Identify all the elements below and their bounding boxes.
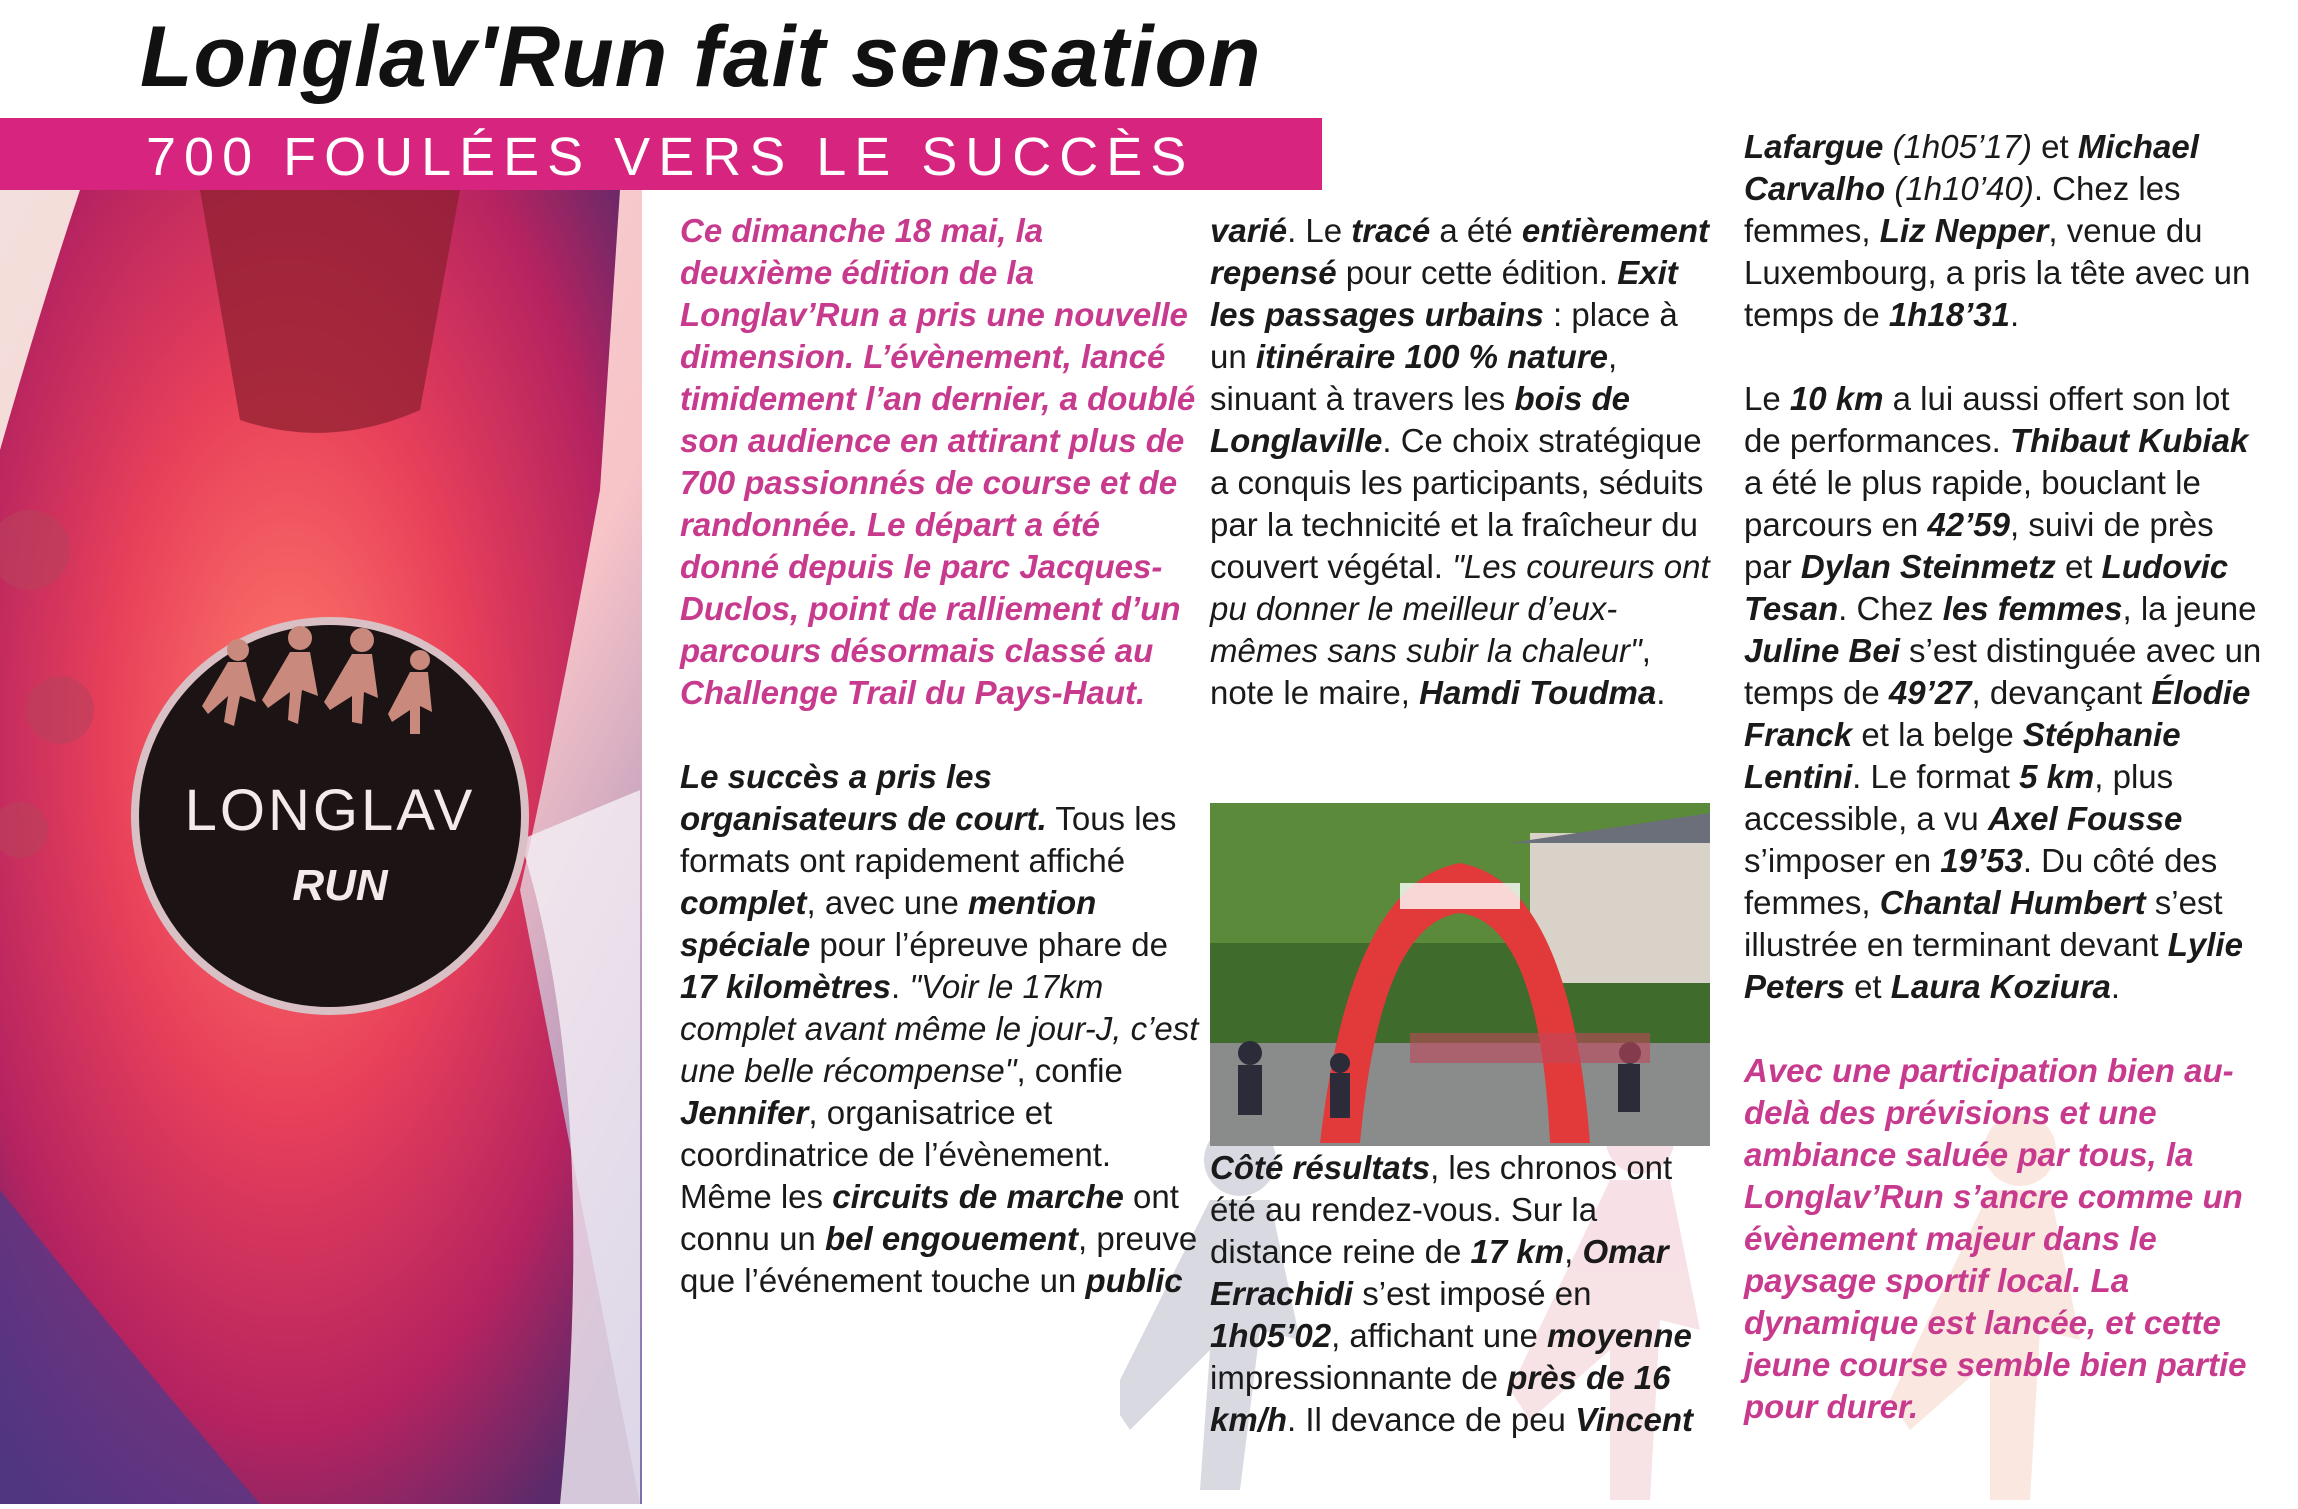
headline: Longlav'Run fait sensation	[140, 9, 1262, 105]
text-run: a lui aussi offert son lot de performances.	[1744, 380, 2230, 459]
text-run: Côté résultats	[1210, 1149, 1431, 1186]
paragraph-17km-results	[1744, 126, 2264, 336]
text-run: 5 km	[2019, 758, 2095, 795]
text-run: près de 16 km/h	[1210, 1359, 1671, 1438]
text-run: , venue du Luxembourg, a pris la tête avec un temps de	[1744, 212, 2251, 333]
text-run: s’est illustrée en terminant devant	[1744, 884, 2223, 963]
text-run: bel engouement	[824, 1220, 1078, 1257]
text-run: mention spéciale	[680, 884, 1097, 963]
text-run: , affichant une	[1331, 1317, 1547, 1354]
text-run: 17 kilomètres	[680, 968, 891, 1005]
text-run: . Chez les femmes,	[1744, 170, 2181, 249]
text-run: , la jeune	[2122, 590, 2257, 627]
text-run: Tous les formats ont rapidement affiché	[680, 800, 1177, 879]
text-run: , organisatrice et coordinatrice de l’évènement. Même les	[680, 1094, 1112, 1215]
text-run: Juline Bei	[1744, 632, 1900, 669]
text-run: : place à un	[1210, 296, 1678, 375]
text-run: .	[1656, 674, 1666, 711]
text-run: ont connu un	[680, 1178, 1179, 1257]
text-run: , note le maire,	[1210, 632, 1651, 711]
text-run: Élodie Franck	[1744, 674, 2251, 753]
subtitle-banner	[0, 118, 1322, 190]
intro-paragraph: Ce dimanche 18 mai, la deuxième édition de la Longlav’Run a pris une nouvelle dimension. L’évènement, lancé timidement l’an dernier, a doublé son audience en attirant plus de 700 passionnés de course et de randonnée. Le départ a été donné depuis le parc Jacques-Duclos, point de ralliement d’un parcours désormais classé au Challenge Trail du Pays-Haut.	[680, 212, 1196, 711]
text-run: pour cette édition.	[1336, 254, 1618, 291]
text-run: .	[2110, 968, 2120, 1005]
text-run: . Le	[1287, 212, 1352, 249]
text-run: , plus accessible, a vu	[1744, 758, 2174, 837]
text-run: Laura Koziura	[1890, 968, 2111, 1005]
text-run: Hamdi Toudma	[1419, 674, 1657, 711]
text-run: tracé	[1351, 212, 1431, 249]
text-run: , sinuant à travers les	[1210, 338, 1618, 417]
text-run: Lylie Peters	[1744, 926, 2243, 1005]
paragraph-organisers	[680, 756, 1200, 1302]
text-run: varié	[1210, 212, 1288, 249]
paragraph-10km-5km	[1744, 378, 2264, 1008]
text-run: bois de Longlaville	[1210, 380, 1631, 459]
logo-text: LONGLAV	[184, 778, 476, 843]
hero-image	[0, 190, 642, 1504]
text-run: Michael Carvalho	[1744, 128, 2199, 207]
text-run: s’est imposé en	[1353, 1275, 1592, 1312]
text-run: Axel Fousse	[1987, 800, 2183, 837]
text-run: (1h10’40)	[1885, 170, 2034, 207]
text-run: , les chronos ont été au rendez-vous. Sur la distance reine de	[1210, 1149, 1673, 1270]
text-run: , preuve que l’événement touche un	[680, 1220, 1198, 1299]
text-run: . Du côté des femmes,	[1744, 842, 2218, 921]
article-column-2-results	[1210, 1147, 1710, 1441]
text-run: public	[1085, 1262, 1183, 1299]
text-run: 1h18’31	[1888, 296, 2011, 333]
text-run: Exit les passages urbains	[1210, 254, 1678, 333]
text-run: et	[1844, 968, 1891, 1005]
text-run: 19’53	[1940, 842, 2023, 879]
text-run: , suivi de près par	[1744, 506, 2214, 585]
text-run: Jennifer	[680, 1094, 809, 1131]
text-run: (1h05’17)	[1883, 128, 2032, 165]
text-run: les femmes	[1942, 590, 2123, 627]
text-run: Stéphanie Lentini	[1744, 716, 2181, 795]
text-run: s’imposer en	[1744, 842, 1941, 879]
text-run: ,	[1564, 1233, 1583, 1270]
text-run: Chantal Humbert	[1879, 884, 2146, 921]
text-run: et la belge	[1852, 716, 2023, 753]
paragraph-results	[1210, 1147, 1710, 1441]
text-run: complet	[680, 884, 807, 921]
text-run: 49’27	[1888, 674, 1972, 711]
text-run: Liz Nepper	[1879, 212, 2049, 249]
text-run: Ludovic Tesan	[1744, 548, 2229, 627]
text-run: . Le format	[1852, 758, 2020, 795]
text-run: et	[2055, 548, 2102, 585]
text-run: pour l’épreuve phare de	[810, 926, 1169, 963]
quote: "Voir le 17km complet avant même le jour-J, c’est une belle récompense"	[680, 968, 1199, 1089]
quote: "Les coureurs ont pu donner le meilleur d’eux-mêmes sans subir la chaleur"	[1210, 548, 1710, 669]
text-run: 17 km	[1470, 1233, 1565, 1270]
text-run: Thibaut Kubiak	[2009, 422, 2249, 459]
subtitle-text: 700 FOULÉES VERS LE SUCCÈS	[146, 127, 1195, 187]
closing-paragraph: Avec une participation bien au-delà des prévisions et une ambiance saluée par tous, la Longlav’Run s’ancre comme un évènement majeur dans le paysage sportif local. La dynamique est lancée, et cette jeune course semble bien partie pour durer.	[1744, 1052, 2247, 1425]
paragraph-course	[1210, 210, 1710, 714]
text-run: . Ce choix stratégique a conquis les participants, séduits par la technicité et la fraîcheur du couvert végétal.	[1210, 422, 1704, 585]
article-column-2	[1210, 210, 1710, 714]
article-column-1	[680, 210, 1200, 1302]
text-run: , confie	[1016, 1052, 1123, 1089]
logo-subtext: RUN	[292, 861, 388, 910]
text-run: 1h05’02	[1210, 1317, 1332, 1354]
text-run: . Chez	[1838, 590, 1943, 627]
logo-badge	[135, 621, 525, 1011]
text-run: et	[2031, 128, 2078, 165]
para-lead: Le succès a pris les organisateurs de court.	[680, 758, 1047, 837]
finish-arch-photo	[1210, 803, 1710, 1146]
text-run: itinéraire 100 % nature	[1255, 338, 1609, 375]
text-run: .	[2010, 296, 2020, 333]
text-run: Lafargue	[1744, 128, 1884, 165]
article-column-3	[1744, 126, 2264, 1428]
text-run: s’est distinguée avec un temps de	[1744, 632, 2262, 711]
text-run: Dylan Steinmetz	[1800, 548, 2056, 585]
text-run: . Il devance de peu	[1287, 1401, 1576, 1438]
text-run: a été le plus rapide, bouclant le parcours en	[1744, 464, 2201, 543]
text-run: Vincent	[1575, 1401, 1694, 1438]
text-run: .	[890, 968, 910, 1005]
text-run: , devançant	[1971, 674, 2152, 711]
text-run: entièrement repensé	[1210, 212, 1709, 291]
text-run: moyenne	[1546, 1317, 1692, 1354]
text-run: Omar Errachidi	[1210, 1233, 1669, 1312]
text-run: 10 km	[1789, 380, 1884, 417]
text-run: Le	[1744, 380, 1790, 417]
text-run: 42’59	[1927, 506, 2011, 543]
text-run: impressionnante de	[1210, 1359, 1508, 1396]
text-run: a été	[1430, 212, 1522, 249]
text-run: , avec une	[806, 884, 968, 921]
text-run: circuits de marche	[832, 1178, 1124, 1215]
